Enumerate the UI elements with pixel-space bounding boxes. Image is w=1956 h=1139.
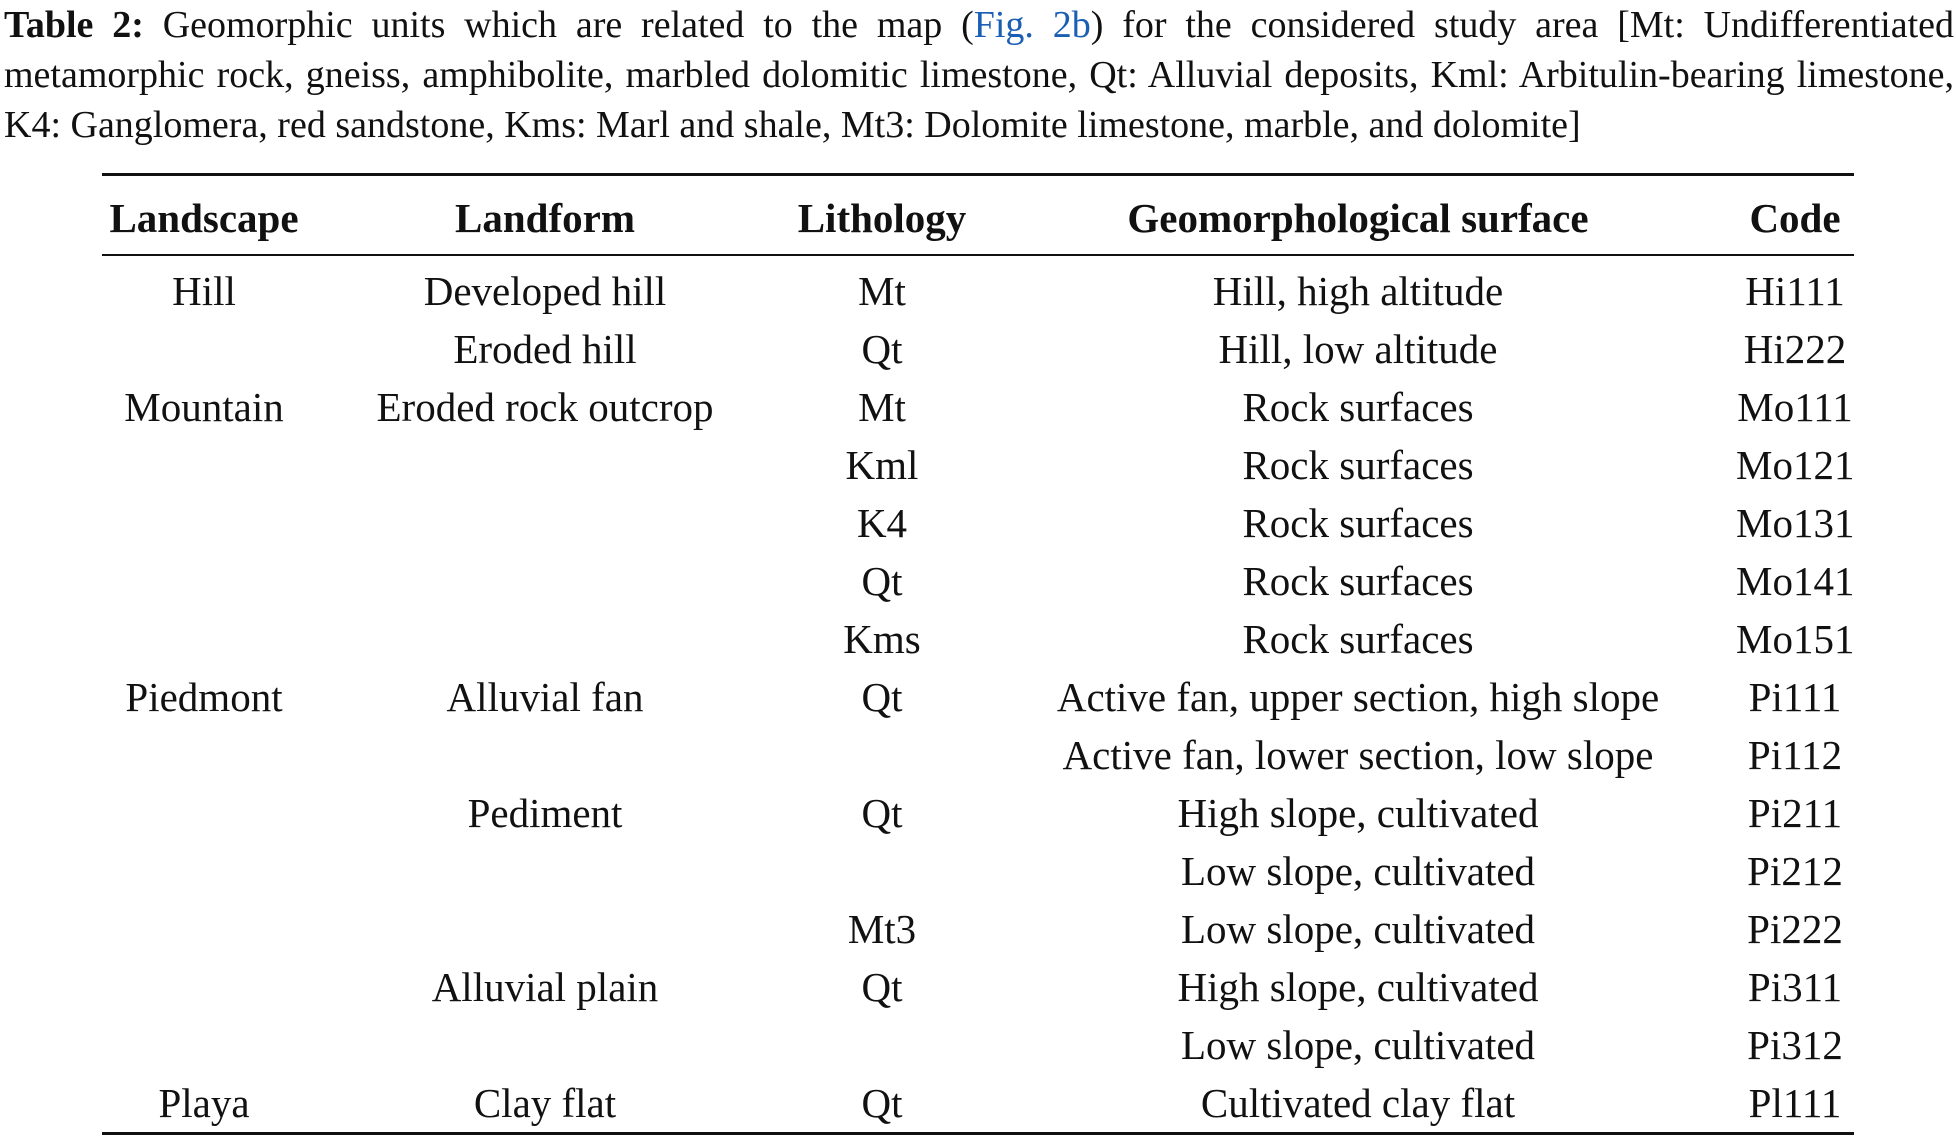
cell-surface: Rock surfaces [1242,384,1474,430]
header-code: Code [1749,195,1841,241]
cell-landform [306,900,784,958]
cell-landscape: Playa [158,1080,250,1126]
cell-landform: Clay flat [473,1080,617,1126]
table-row [102,900,1854,958]
cell-surface: Hill, low altitude [1218,326,1498,372]
cell-lithology [784,1016,980,1074]
cell-landscape: Piedmont [125,674,283,720]
cell-surface: High slope, cultivated [1177,964,1539,1010]
cell-code: Hi111 [1745,268,1845,314]
cell-lithology [784,842,980,900]
cell-landscape [102,842,306,900]
cell-landform [306,436,784,494]
cell-landform [306,726,784,784]
cell-lithology: Mt3 [847,906,917,952]
cell-landscape [102,610,306,668]
header-row [102,176,1854,254]
cell-landform: Alluvial fan [446,674,644,720]
cell-code: Pi211 [1747,790,1843,836]
cell-code: Pi311 [1747,964,1843,1010]
cell-surface: Rock surfaces [1242,500,1474,546]
cell-lithology: Mt [858,268,906,314]
table-row [102,552,1854,610]
cell-code: Mo141 [1736,558,1855,604]
cell-landscape [102,436,306,494]
caption-text-before-link: Geomorphic units which are related to the map ( [143,4,974,46]
cell-surface: Low slope, cultivated [1180,906,1536,952]
cell-landform: Alluvial plain [431,964,659,1010]
cell-code: Pi212 [1747,848,1843,894]
cell-surface: Rock surfaces [1242,558,1474,604]
cell-landscape [102,1016,306,1074]
geomorphic-units-table [102,173,1854,1135]
table-row [102,320,1854,378]
cell-code: Pl111 [1748,1080,1842,1126]
cell-code: Pi312 [1747,1022,1843,1068]
cell-landform [306,494,784,552]
cell-landscape [102,900,306,958]
cell-surface: Cultivated clay flat [1200,1080,1516,1126]
cell-lithology: Qt [861,964,903,1010]
table-row [102,668,1854,726]
cell-code: Pi111 [1748,674,1842,720]
cell-lithology: Qt [861,790,903,836]
table-body-grid [102,256,1854,1132]
cell-lithology [784,726,980,784]
cell-lithology: Qt [861,326,903,372]
cell-code: Mo151 [1736,616,1855,662]
cell-landform: Eroded hill [453,326,637,372]
table-body [102,256,1854,1132]
cell-surface: Low slope, cultivated [1180,1022,1536,1068]
table-row [102,784,1854,842]
cell-code: Mo111 [1737,384,1853,430]
cell-surface: Hill, high altitude [1212,268,1504,314]
cell-lithology: Kms [843,616,921,662]
figure-reference-link[interactable]: Fig. 2b [973,4,1091,46]
cell-landscape [102,320,306,378]
cell-surface: High slope, cultivated [1177,790,1539,836]
cell-surface: Active fan, upper section, high slope [1056,674,1660,720]
cell-surface: Rock surfaces [1242,616,1474,662]
cell-surface: Active fan, lower section, low slope [1062,732,1654,778]
cell-landscape [102,958,306,1016]
cell-surface: Low slope, cultivated [1180,848,1536,894]
table-row [102,256,1854,320]
cell-landscape [102,552,306,610]
table-row [102,958,1854,1016]
cell-surface: Rock surfaces [1242,442,1474,488]
table-grid [102,176,1854,254]
table-caption [4,0,1954,150]
table-row [102,726,1854,784]
table-row [102,378,1854,436]
cell-landform [306,1016,784,1074]
cell-lithology: K4 [856,500,908,546]
header-geomorphological-surface: Geomorphological surface [1127,195,1589,241]
cell-lithology: Qt [861,558,903,604]
table-row [102,842,1854,900]
caption-label: Table 2: [4,4,144,46]
header-landscape: Landscape [109,195,299,241]
cell-landform [306,610,784,668]
cell-landform [306,552,784,610]
cell-lithology: Mt [858,384,906,430]
cell-lithology: Kml [845,442,919,488]
cell-landscape: Hill [172,268,236,314]
cell-lithology: Qt [861,674,903,720]
cell-landscape [102,494,306,552]
cell-landscape: Mountain [124,384,284,430]
header-landform: Landform [455,195,635,241]
table-row [102,610,1854,668]
caption-text-after-link: ) for the considered study area [Mt: Undifferentiated metamorphic rock, gneiss, amphibolite, marbled dolomitic limestone, Qt: Alluvial deposits, Kml: Arbitulin-bearing limestone, K4: Ganglomera, red sandstone, Kms: Marl and shale, Mt3: Dolomite limestone, marble, and dolomite] [4,4,1954,146]
cell-landform [306,842,784,900]
cell-landscape [102,784,306,842]
header-lithology: Lithology [797,195,967,241]
table-header [102,176,1854,254]
table-bottom-rule [102,1132,1854,1135]
cell-code: Pi222 [1747,906,1843,952]
table-row [102,1016,1854,1074]
cell-code: Hi222 [1743,326,1847,372]
cell-landform: Developed hill [423,268,667,314]
cell-code: Pi112 [1747,732,1843,778]
cell-landform: Eroded rock outcrop [376,384,714,430]
cell-code: Mo131 [1736,500,1855,546]
table-row [102,436,1854,494]
cell-landform: Pediment [467,790,623,836]
table-row [102,1074,1854,1132]
cell-code: Mo121 [1736,442,1855,488]
table-row [102,494,1854,552]
cell-lithology: Qt [861,1080,903,1126]
cell-landscape [102,726,306,784]
